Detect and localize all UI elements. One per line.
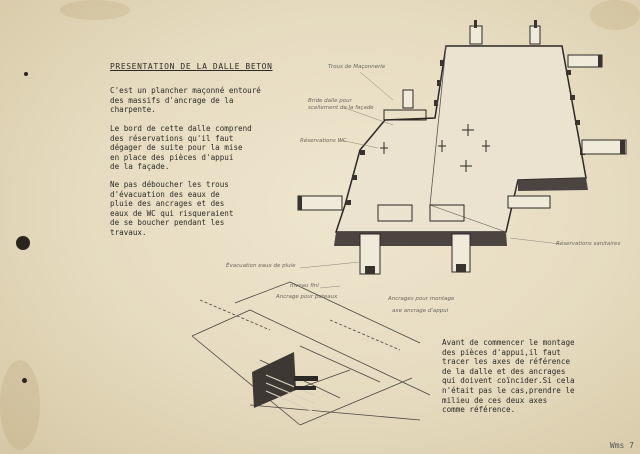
note-montage: Avant de commencer le montage des pièces d'appui,il faut tracer les axes de référence de la dalle et des ancrages qui doivent coïncider.Si cela n'était pas le cas,prendre le milieu de ces deux axes comme référence. (442, 338, 575, 415)
annotation-ancrages-montage: Ancrages pour montage (388, 296, 455, 302)
annotation-axe-ancrage: axe ancrage d'appui (392, 308, 449, 314)
anchor-detail-drawing (192, 282, 430, 425)
annotation-reservations-sanitaires: Réservations sanitaires (556, 241, 621, 247)
annotation-reservations-wc: Réservations WC (300, 138, 347, 144)
annotation-ancrage-poteaux: Ancrage pour poteaux (276, 294, 338, 300)
sheet-number: Wms 7 (609, 441, 634, 450)
paragraph-intro: C'est un plancher maçonné entouré des massifs d'ancrage de la charpente. (110, 86, 261, 115)
annotation-trous-maconnerie: Trous de Maçonnerie (328, 64, 386, 70)
paragraph-reservations: Le bord de cette dalle comprend des réservations qu'il faut dégager de suite pour la mise en place des pièces d'appui de la façade. (110, 124, 252, 172)
annotation-evacuation: Évacuation eaux de pluie (226, 263, 296, 269)
slab-edge-right (518, 178, 588, 191)
annotation-bride-dalle: Bride dalle pour scellement de la façade (308, 98, 374, 111)
annotation-niveau-fini: niveau fini (290, 283, 319, 289)
document-title: PRESENTATION DE LA DALLE BETON (110, 62, 273, 71)
anchor-recess (252, 352, 296, 408)
paragraph-evacuation: Ne pas déboucher les trous d'évacuation des eaux de pluie des ancrages et des eaux de WC qui risqueraient de se boucher pendant les travaux. (110, 180, 234, 237)
